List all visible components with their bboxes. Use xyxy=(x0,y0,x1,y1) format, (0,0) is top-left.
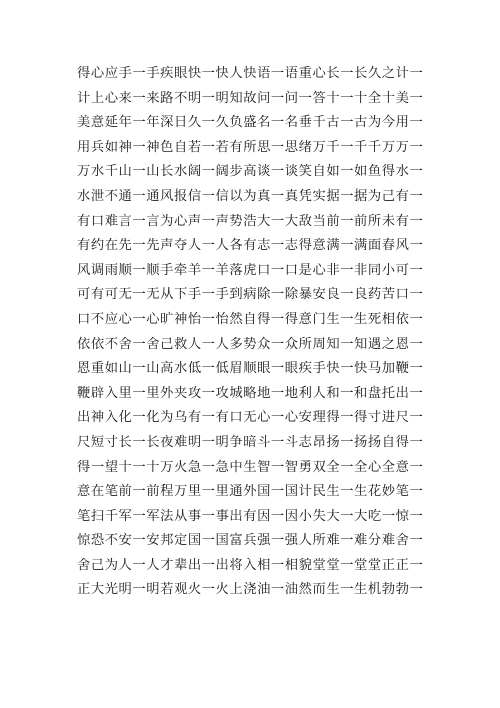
text-line: 万水千山一山长水阔一阔步高谈一谈笑自如一如鱼得水一 xyxy=(77,164,423,180)
text-line: 得心应手一手疾眼快一快人快语一语重心长一长久之计一 xyxy=(77,66,423,81)
text-line: 惊恐不安一安邦定国一国富兵强一强人所难一难分难舍一 xyxy=(77,533,423,549)
text-line: 鞭辟入里一里外夹攻一攻城略地一地利人和一和盘托出一 xyxy=(77,385,423,401)
text-line: 笔扫千军一军法从事一事出有因一因小失大一大吃一惊一 xyxy=(77,508,423,524)
text-line: 水泄不通一通风报信一信以为真一真凭实据一据为己有一 xyxy=(77,188,423,204)
text-line: 用兵如神一神色自若一若有所思一思绪万千一千千万万一 xyxy=(77,139,423,155)
text-line: 恩重如山一山高水低一低眉顺眼一眼疾手快一快马加鞭一 xyxy=(77,361,423,377)
text-line: 美意延年一年深日久一久负盛名一名垂千古一古为今用一 xyxy=(77,115,423,131)
text-line: 有口难言一言为心声一声势浩大一大敌当前一前所未有一 xyxy=(77,213,423,229)
text-line: 正大光明一明若观火一火上浇油一油然而生一生机勃勃一 xyxy=(77,582,423,598)
text-line: 依依不舍一舍己救人一人多势众一众所周知一知遇之恩一 xyxy=(77,336,423,352)
text-line: 口不应心一心旷神怡一怡然自得一得意门生一生死相依一 xyxy=(77,311,423,327)
text-line: 可有可无一无从下手一手到病除一除暴安良一良药苦口一 xyxy=(77,287,423,303)
text-line: 尺短寸长一长夜难明一明争暗斗一斗志昂扬一扬扬自得一 xyxy=(77,434,423,450)
text-line: 出神入化一化为乌有一有口无心一心安理得一得寸进尺一 xyxy=(77,410,423,426)
text-line: 意在笔前一前程万里一里通外国一国计民生一生花妙笔一 xyxy=(77,484,423,500)
idiom-chain-text xyxy=(77,62,423,603)
text-line: 风调雨顺一顺手牵羊一羊落虎口一口是心非一非同小可一 xyxy=(77,262,423,278)
text-line: 得一望十一十万火急一急中生智一智勇双全一全心全意一 xyxy=(77,459,423,475)
text-line: 计上心来一来路不明一明知故问一问一答十一十全十美一 xyxy=(77,90,423,106)
text-line: 舍己为人一人才辈出一出将入相一相貌堂堂一堂堂正正一 xyxy=(77,557,423,573)
text-line: 有约在先一先声夺人一人各有志一志得意满一满面春风一 xyxy=(77,238,423,254)
